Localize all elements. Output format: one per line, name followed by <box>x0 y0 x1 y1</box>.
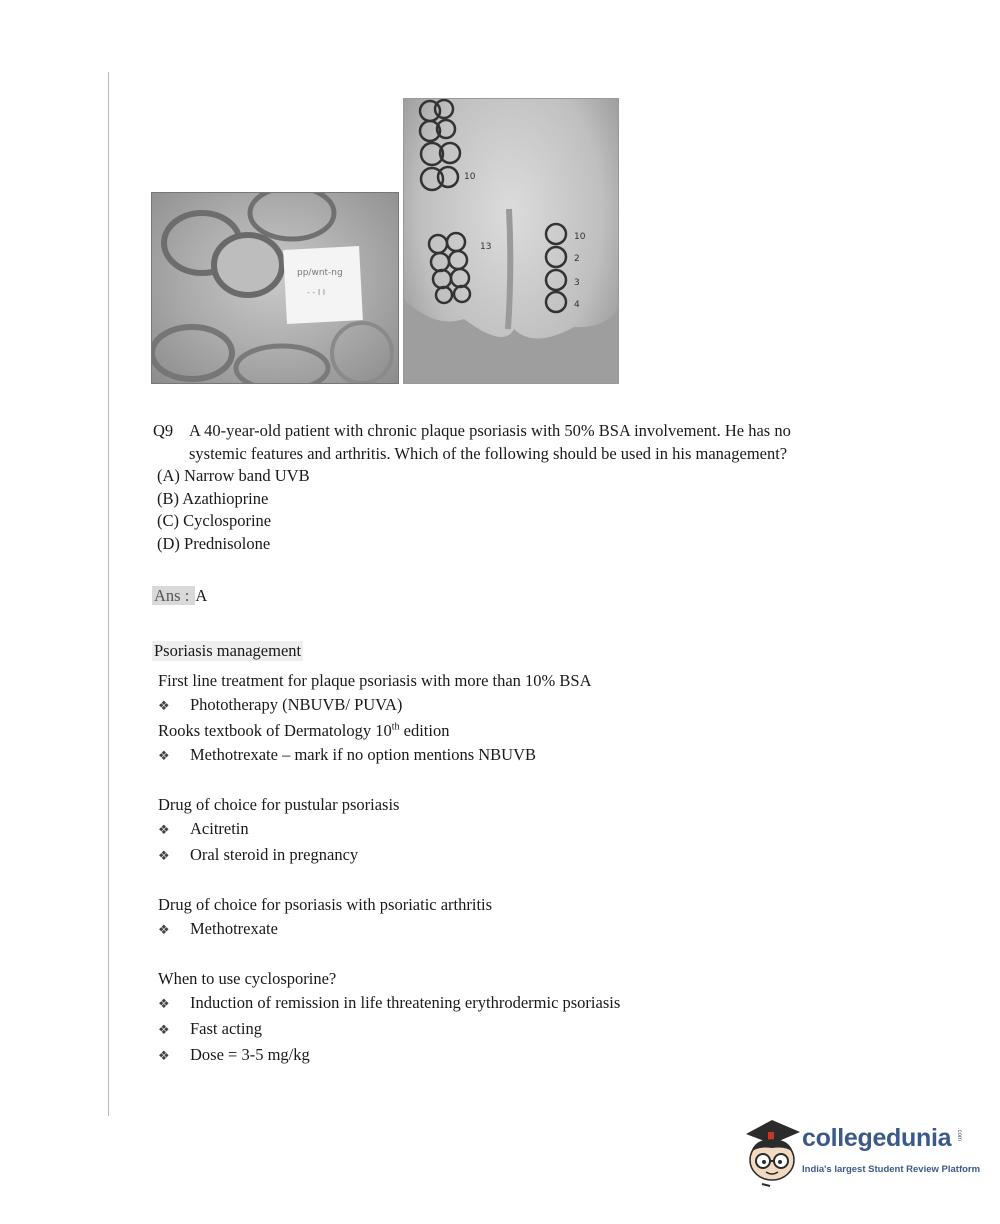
question-block <box>153 420 893 555</box>
pustular-group <box>158 793 918 869</box>
question-text-line-2: systemic features and arthritis. Which of the following should be used in his management? <box>189 443 788 463</box>
logo-tagline: India's largest Student Review Platform <box>802 1164 981 1175</box>
pustular-heading: Drug of choice for pustular psoriasis <box>158 795 400 814</box>
question-number: Q9 <box>153 421 174 440</box>
photo-note-line2: - - I I <box>307 288 326 297</box>
photo-note-line1: pp/wnt-ng <box>297 268 343 278</box>
svg-text:2: 2 <box>574 254 580 264</box>
svg-text:10: 10 <box>464 172 476 182</box>
cyclosporine-heading: When to use cyclosporine? <box>158 969 337 988</box>
svg-text:4: 4 <box>574 300 580 310</box>
question-text-line-1: A 40-year-old patient with chronic plaque psoriasis with 50% BSA involvement. He has no <box>189 421 791 440</box>
management-notes <box>158 669 918 1093</box>
patch-test-closeup-photo <box>151 192 399 384</box>
bullet-icon: ❖ <box>158 749 170 764</box>
option-b: (B) Azathioprine <box>157 488 269 508</box>
svg-text:13: 13 <box>480 242 492 252</box>
patch-test-back-photo <box>403 98 619 384</box>
page-margin-line <box>108 72 109 1116</box>
bullet-icon: ❖ <box>158 1023 170 1038</box>
cyclosporine-group <box>158 967 918 1069</box>
student-mascot-icon <box>742 1116 802 1188</box>
svg-text:3: 3 <box>574 278 580 288</box>
svg-text:10: 10 <box>574 232 586 242</box>
question-text <box>189 420 893 465</box>
bullet-icon: ❖ <box>158 823 170 838</box>
arthritis-heading: Drug of choice for psoriasis with psoriatic arthritis <box>158 895 493 914</box>
bullet-icon: ❖ <box>158 699 170 714</box>
bullet-icon: ❖ <box>158 997 170 1012</box>
bullet-icon: ❖ <box>158 849 170 864</box>
first-line-text: First line treatment for plaque psoriasis with more than 10% BSA <box>158 671 592 690</box>
answer-value: A <box>195 586 208 605</box>
list-item: ❖ Oral steroid in pregnancy <box>158 843 918 869</box>
logo-name: collegedunia <box>802 1124 952 1152</box>
first-line-group <box>158 669 918 769</box>
answer-label: Ans : <box>154 586 194 605</box>
bullet-icon: ❖ <box>158 923 170 938</box>
bullet-icon: ❖ <box>158 1049 170 1064</box>
logo-domain: .com <box>956 1128 962 1142</box>
list-item: ❖ Fast acting <box>158 1017 918 1043</box>
section-title: Psoriasis management <box>154 641 302 660</box>
answer-options <box>157 465 893 555</box>
list-item: ❖ Phototherapy (NBUVB/ PUVA) <box>158 693 918 719</box>
list-item: ❖ Acitretin <box>158 817 918 843</box>
option-d: (D) Prednisolone <box>157 533 271 553</box>
answer-line <box>152 586 207 606</box>
option-a: (A) Narrow band UVB <box>157 466 310 485</box>
arthritis-group <box>158 893 918 943</box>
option-c: (C) Cyclosporine <box>157 511 272 530</box>
list-item: ❖ Induction of remission in life threatening erythrodermic psoriasis <box>158 991 918 1017</box>
rooks-reference: Rooks textbook of Dermatology 10th edition <box>158 721 450 740</box>
list-item: ❖ Methotrexate – mark if no option mentions NBUVB <box>158 743 918 769</box>
collegedunia-logo[interactable] <box>742 1116 981 1188</box>
list-item: ❖ Dose = 3-5 mg/kg <box>158 1043 918 1069</box>
list-item: ❖ Methotrexate <box>158 917 918 943</box>
